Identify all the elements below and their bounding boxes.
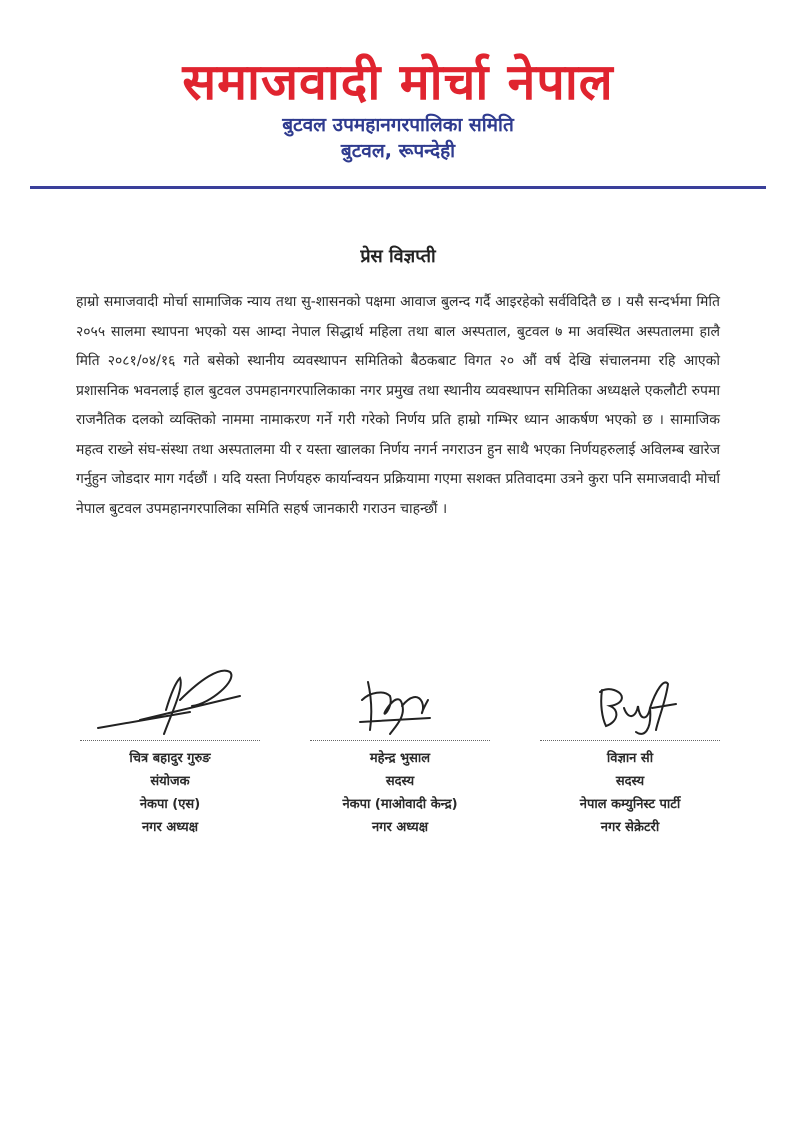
signatory-name: चित्र बहादुर गुरुङ [129,751,211,766]
location: बुटवल, रूपन्देही [340,140,456,162]
organization-name: समाजवादी मोर्चा नेपाल [182,53,614,111]
signatory-post: नगर अध्यक्ष [141,820,199,835]
committee-name: बुटवल उपमहानगरपालिका समिति [282,114,514,136]
signatory-name: विज्ञान सी [606,751,654,766]
signature-image [310,660,490,738]
signatory-name: महेन्द्र भुसाल [369,751,431,766]
signatory-role: सदस्य [615,774,645,789]
signatory-role: संयोजक [150,774,190,789]
signatory-party: नेपाल कम्युनिस्ट पार्टी [579,797,681,812]
signature-line [80,740,260,741]
signature-image [80,660,260,738]
letterhead [0,0,796,164]
signatory-post: नगर अध्यक्ष [371,820,429,835]
document-body: हाम्रो समाजवादी मोर्चा सामाजिक न्याय तथा सु-शासनको पक्षमा आवाज बुलन्द गर्दै आइरहेको सर्वविदितै छ । यसै सन्दर्भमा मिति २०५५ सालमा स्थापना भएको यस आम्दा नेपाल सिद्धार्थ महिला तथा बाल अस्पताल, बुटवल ७ मा अवस्थित अस्पतालमा हालै मिति २०८१/०४/१६ गते बसेको स्थानीय व्यवस्थापन समितिको बैठकबाट विगत २० औं वर्ष देखि संचालनमा रहि आएको प्रशासनिक भवनलाई हाल बुटवल उपमहानगरपालिकाका नगर प्रमुख तथा स्थानीय व्यवस्थापन समितिका अध्यक्षले एकलौटी रुपमा राजनैतिक दलको व्यक्तिको नाममा नामाकरण गर्ने गरी गरेको निर्णय प्रति हाम्रो गम्भिर ध्यान आकर्षण भएको छ । सामाजिक महत्व राख्ने संघ-संस्था तथा अस्पतालमा यी र यस्ता खालका निर्णय नगर्न नगराउन हुन साथै भएका निर्णयहरुलाई अविलम्ब खारेज गर्नुहुन जोडदार माग गर्दछौं । यदि यस्ता निर्णयहरु कार्यान्वयन प्रक्रियामा गएमा सशक्त प्रतिवादमा उत्रने कुरा पनि समाजवादी मोर्चा नेपाल बुटवल उपमहानगरपालिका समिति सहर्ष जानकारी गराउन चाहन्छौं । [76,294,720,517]
header-divider [30,186,766,189]
signatory-role: सदस्य [385,774,415,789]
signatory-2 [300,660,500,839]
signatory-party: नेकपा (एस) [139,797,201,812]
signatory-3 [530,660,730,839]
document-title: प्रेस विज्ञप्ती [360,246,436,267]
signature-line [310,740,490,741]
signatories [70,660,730,839]
signature-line [540,740,720,741]
signatory-post: नगर सेक्रेटरी [600,820,660,835]
signature-image [540,660,720,738]
signatory-party: नेकपा (माओवादी केन्द्र) [342,797,458,812]
signatory-1 [70,660,270,839]
